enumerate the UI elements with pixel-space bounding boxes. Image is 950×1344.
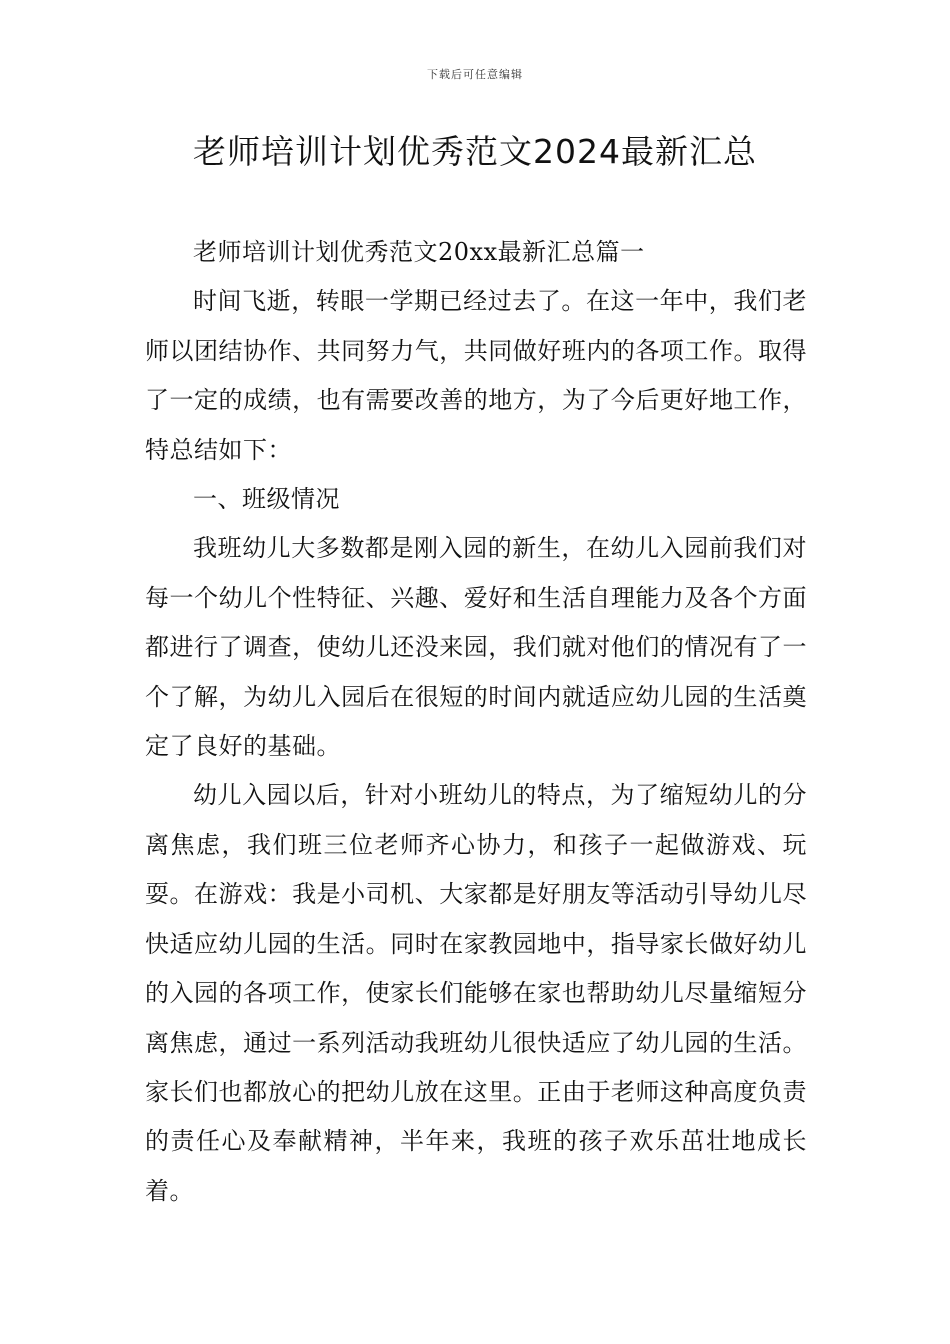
document-body [145, 228, 807, 1216]
paragraph-section-heading: 老师培训计划优秀范文20xx最新汇总篇一 [193, 238, 645, 266]
header-note: 下载后可任意编辑 [427, 68, 523, 81]
paragraph-intro: 时间飞逝，转眼一学期已经过去了。在这一年中，我们老师以团结协作、共同努力气，共同做好班内的各项工作。取得了一定的成绩，也有需要改善的地方，为了今后更好地工作，特总结如下： [145, 287, 807, 464]
document-title: 老师培训计划优秀范文2024最新汇总 [193, 132, 757, 171]
paragraph-after-enrollment: 幼儿入园以后，针对小班幼儿的特点，为了缩短幼儿的分离焦虑，我们班三位老师齐心协力，和孩子一起做游戏、玩耍。在游戏：我是小司机、大家都是好朋友等活动引导幼儿尽快适应幼儿园的生活。同时在家教园地中，指导家长做好幼儿的入园的各项工作，使家长们能够在家也帮助幼儿尽量缩短分离焦虑，通过一系列活动我班幼儿很快适应了幼儿园的生活。家长们也都放心的把幼儿放在这里。正由于老师这种高度负责的责任心及奉献精神，半年来，我班的孩子欢乐茁壮地成长着。 [145, 781, 807, 1205]
paragraph-class-situation: 我班幼儿大多数都是刚入园的新生，在幼儿入园前我们对每一个幼儿个性特征、兴趣、爱好和生活自理能力及各个方面都进行了调查，使幼儿还没来园，我们就对他们的情况有了一个了解，为幼儿入园后在很短的时间内就适应幼儿园的生活奠定了良好的基础。 [145, 534, 807, 761]
paragraph-subheading: 一、班级情况 [193, 485, 340, 514]
